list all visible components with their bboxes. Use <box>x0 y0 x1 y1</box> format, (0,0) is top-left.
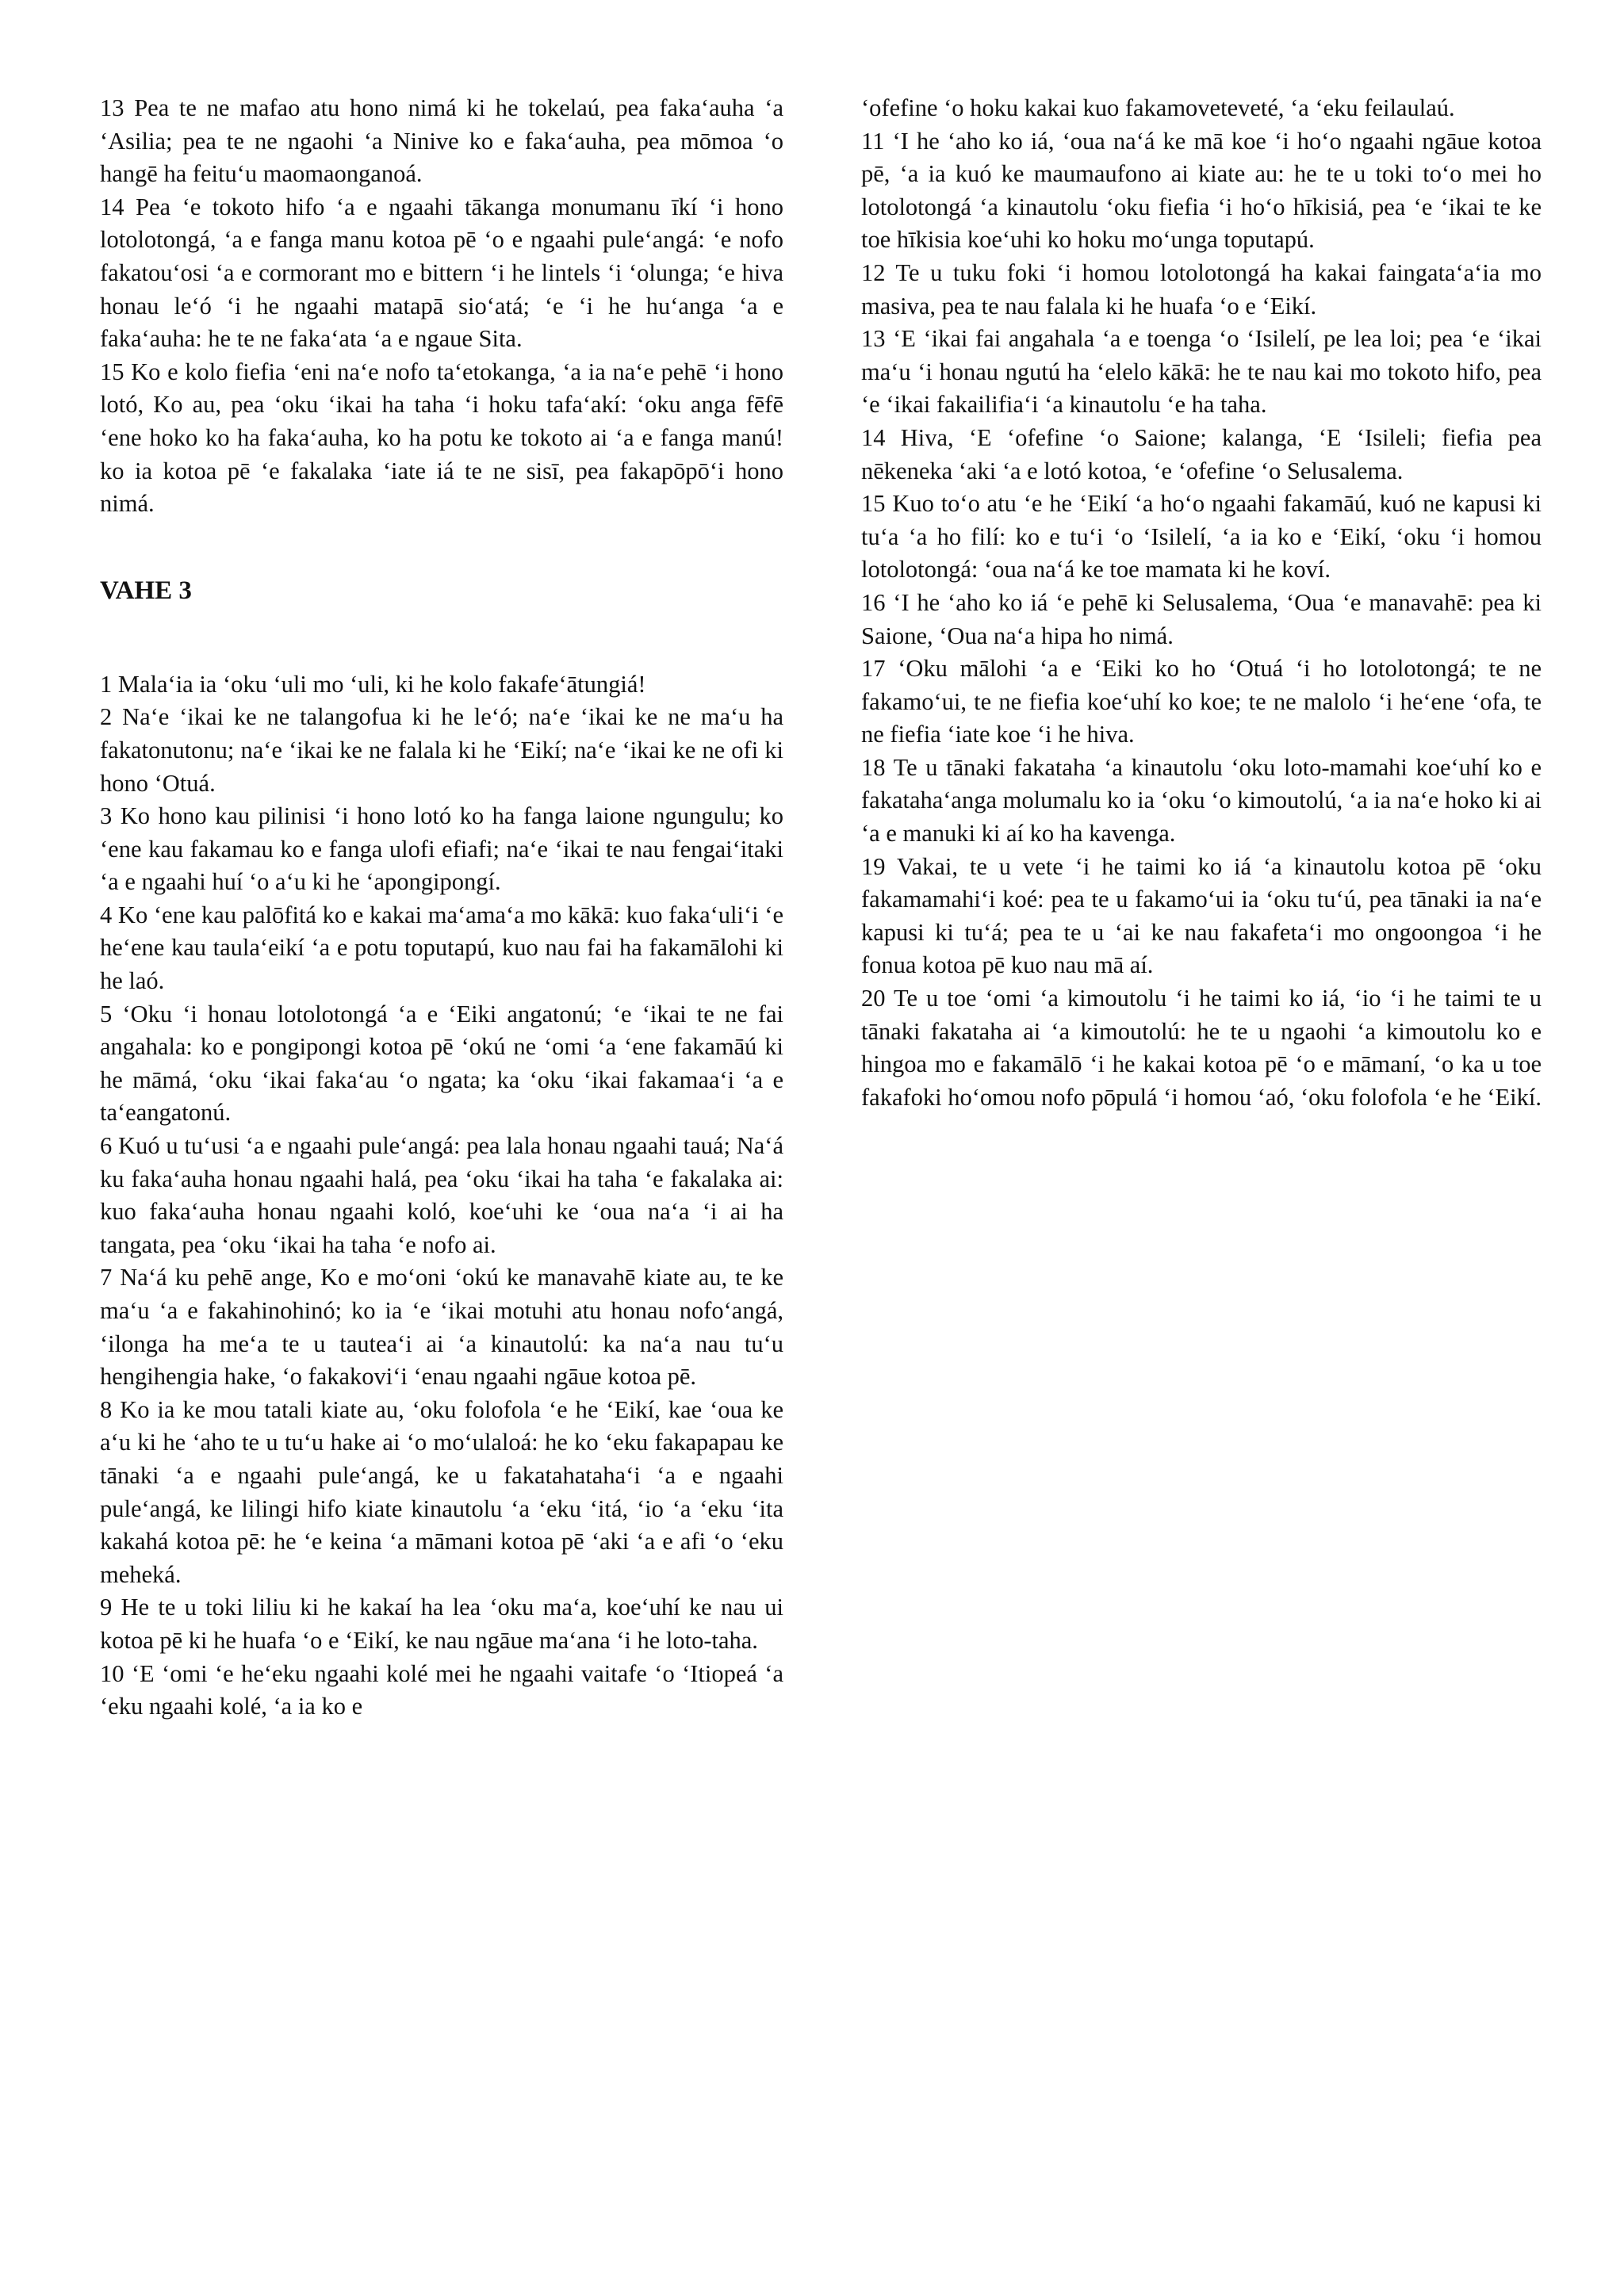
verse-3-13: 13 ‘E ‘ikai fai angahala ‘a e toenga ‘o ‘Isilelí, pe lea loi; pea ‘e ‘ikai ma‘u ‘i honau ngutú ha ‘elelo kākā: he te nau kai mo tokoto hifo, pea ‘e ‘ikai fakailifia‘i ‘a kinautolu ‘e ha taha. <box>861 325 1542 419</box>
verse-3-7: 7 Na‘á ku pehē ange, Ko e mo‘oni ‘okú ke manavahē kiate au, te ke ma‘u ‘a e fakahinohinó; ko ia ‘e ‘ikai motuhi atu honau nofo‘angá, ‘ilonga ha me‘a te u tautea‘i ai ‘a kinautolú: ka na‘a nau tu‘u hengihengia hake, ‘o fakakovi‘i ‘enau ngaahi ngāue kotoa pē. <box>100 1264 783 1391</box>
verse-3-8: 8 Ko ia ke mou tatali kiate au, ‘oku folofola ‘e he ‘Eikí, kae ‘oua ke a‘u ki he ‘aho te u tu‘u hake ai ‘o mo‘ulaloá: he ko ‘eku fakapapau ke tānaki ‘a e ngaahi pule‘angá, ke u fakatahataha‘i ‘a e ngaahi pule‘angá, ke lilingi hifo kiate kinautolu ‘a ‘eku ‘itá, ‘io ‘a ‘eku ‘ita kakahá kotoa pē: he ‘e keina ‘a māmani kotoa pē ‘aki ‘a e afi ‘o ‘eku meheká. <box>100 1395 783 1588</box>
verse-3-16: 16 ‘I he ‘aho ko iá ‘e pehē ki Selusalema, ‘Oua ‘e manavahē: pea ki Saione, ‘Oua na‘a hipa ho nimá. <box>861 588 1542 649</box>
verse-3-1: 1 Mala‘ia ia ‘oku ‘uli mo ‘uli, ki he kolo fakafe‘ātungiá! <box>100 670 646 698</box>
verse-3-11: 11 ‘I he ‘aho ko iá, ‘oua na‘á ke mā koe ‘i ho‘o ngaahi ngāue kotoa pē, ‘a ia kuó ke maumaufono ai kiate au: he te u toki to‘o mei ho lotolotongá ‘a kinautolu ‘oku fiefia ‘i ho‘o hīkisiá, pea ‘e ‘ikai te ke toe hīkisia koe‘uhi ko hoku mo‘unga toputapú. <box>861 127 1542 254</box>
verse-3-3: 3 Ko hono kau pilinisi ‘i hono lotó ko ha fanga laione ngungulu; ko ‘ene kau fakamau ko e fanga ulofi efiafi; na‘e ‘ikai te nau fengai‘itaki ‘a e ngaahi huí ‘o a‘u ki he ‘apongipongí. <box>100 802 783 896</box>
verse-2-13: 13 Pea te ne mafao atu hono nimá ki he tokelaú, pea faka‘auha ‘a ‘Asilia; pea te ne ngaohi ‘a Ninive ko e faka‘auha, pea mōmoa ‘o hangē ha feitu‘u maomaonganoá. <box>100 94 783 188</box>
verse-3-5: 5 ‘Oku ‘i honau lotolotongá ‘a e ‘Eiki angatonú; ‘e ‘ikai te ne fai angahala: ko e pongipongi kotoa pē ‘okú ne ‘omi ‘a ‘ene fakamāú ki he māmá, ‘oku ‘ikai faka‘au ‘o ngata; ka ‘oku ‘ikai fakamaa‘i ‘a e ta‘eangatonú. <box>100 1000 783 1127</box>
right-column <box>861 92 1542 1114</box>
verse-3-2: 2 Na‘e ‘ikai ke ne talangofua ki he le‘ó; na‘e ‘ikai ke ne ma‘u ha fakatonutonu; na‘e ‘ikai ke ne falala ki he ‘Eikí; na‘e ‘ikai ke ne ofi ki hono ‘Otuá. <box>100 703 783 797</box>
verse-3-20: 20 Te u toe ‘omi ‘a kimoutolu ‘i he taimi ko iá, ‘io ‘i he taimi te u tānaki fakataha ai ‘a kimoutolú: he te u ngaohi ‘a kimoutolu ko e hingoa mo e fakamālō ‘i he kakai kotoa pē ‘o e māmaní, ‘o ka u toe fakafoki ho‘omou nofo pōpulá ‘i homou ‘aó, ‘oku folofola ‘e he ‘Eikí. <box>861 985 1542 1111</box>
verse-3-17: 17 ‘Oku mālohi ‘a e ‘Eiki ko ho ‘Otuá ‘i ho lotolotongá; te ne fakamo‘ui, te ne fiefia koe‘uhí ko koe; te ne malolo ‘i he‘ene ‘ofa, te ne fiefia ‘iate koe ‘i he hiva. <box>861 655 1542 748</box>
chapter-heading: VAHE 3 <box>100 576 192 605</box>
verse-3-12: 12 Te u tuku foki ‘i homou lotolotongá ha kakai faingata‘a‘ia mo masiva, pea te nau falala ki he huafa ‘o e ‘Eikí. <box>861 258 1542 320</box>
verse-3-10: 10 ‘E ‘omi ‘e he‘eku ngaahi kolé mei he ngaahi vaitafe ‘o ‘Itiopeá ‘a ‘eku ngaahi kolé, ‘a ia ko e <box>100 1659 783 1720</box>
verse-2-15: 15 Ko e kolo fiefia ‘eni na‘e nofo ta‘etokanga, ‘a ia na‘e pehē ‘i hono lotó, Ko au, pea ‘oku ‘ikai ha taha ‘i hoku tafa‘akí: ‘oku anga fēfē ‘ene hoko ko ha faka‘auha, ko ha potu ke tokoto ai ‘a e fanga manú! ko ia kotoa pē ‘e fakalaka ‘iate iá te ne sisī, pea fakapōpō‘i hono nimá. <box>100 358 783 518</box>
verse-3-15: 15 Kuo to‘o atu ‘e he ‘Eikí ‘a ho‘o ngaahi fakamāú, kuó ne kapusi ki tu‘a ‘a ho filí: ko e tu‘i ‘o ‘Isilelí, ‘a ia ko e ‘Eikí, ‘oku ‘i homou lotolotongá: ‘oua na‘á ke toe mamata ki he koví. <box>861 490 1542 584</box>
verse-2-14: 14 Pea ‘e tokoto hifo ‘a e ngaahi tākanga monumanu īkí ‘i hono lotolotongá, ‘a e fanga manu kotoa pē ‘o e ngaahi pule‘angá: ‘e nofo fakatou‘osi ‘a e cormorant mo e bittern ‘i he lintels ‘i ‘olunga; ‘e hiva honau le‘ó ‘i he ngaahi matapā sio‘atá; ‘e ‘i he hu‘anga ‘a e faka‘auha: he te ne faka‘ata ‘a e ngaue Sita. <box>100 193 783 353</box>
verse-3-4: 4 Ko ‘ene kau palōfitá ko e kakai ma‘ama‘a mo kākā: kuo faka‘uli‘i ‘e he‘ene kau taula‘eikí ‘a e potu toputapú, kuo nau fai ha fakamālohi ki he laó. <box>100 901 783 995</box>
verse-3-6: 6 Kuó u tu‘usi ‘a e ngaahi pule‘angá: pea lala honau ngaahi tauá; Na‘á ku faka‘auha honau ngaahi halá, pea ‘oku ‘ikai ha taha ‘e fakalaka ai: kuo faka‘auha honau ngaahi koló, koe‘uhi ke ‘oua na‘a ‘i ai ha tangata, pea ‘oku ‘ikai ha taha ‘e nofo ai. <box>100 1132 783 1258</box>
left-column <box>100 92 783 1724</box>
verse-3-14: 14 Hiva, ‘E ‘ofefine ‘o Saione; kalanga, ‘E ‘Isileli; fiefia pea nēkeneka ‘aki ‘a e lotó kotoa, ‘e ‘ofefine ‘o Selusalema. <box>861 423 1542 484</box>
verse-3-18: 18 Te u tānaki fakataha ‘a kinautolu ‘oku loto-mamahi koe‘uhí ko e fakataha‘anga molumalu ko ia ‘oku ‘o kimoutolú, ‘a ia na‘e hoko ki ai ‘a e manuki ki aí ko ha kavenga. <box>861 753 1542 848</box>
verse-3-9: 9 He te u toki liliu ki he kakaí ha lea ‘oku ma‘a, koe‘uhí ke nau ui kotoa pē ki he huafa ‘o e ‘Eikí, ke nau ngāue ma‘ana ‘i he loto-taha. <box>100 1594 783 1654</box>
verse-3-10-continued: ‘ofefine ‘o hoku kakai kuo fakamoveteveté, ‘a ‘eku feilaulaú. <box>861 94 1455 121</box>
verse-3-19: 19 Vakai, te u vete ‘i he taimi ko iá ‘a kinautolu kotoa pē ‘oku fakamamahi‘i koé: pea te u fakamo‘ui ia ‘oku tu‘ú, pea tānaki ia na‘e kapusi ki tu‘á; pea te u ‘ai ke nau fakafeta‘i mo ongoongoa ‘i he fonua kotoa pē kuo nau mā aí. <box>861 852 1542 979</box>
